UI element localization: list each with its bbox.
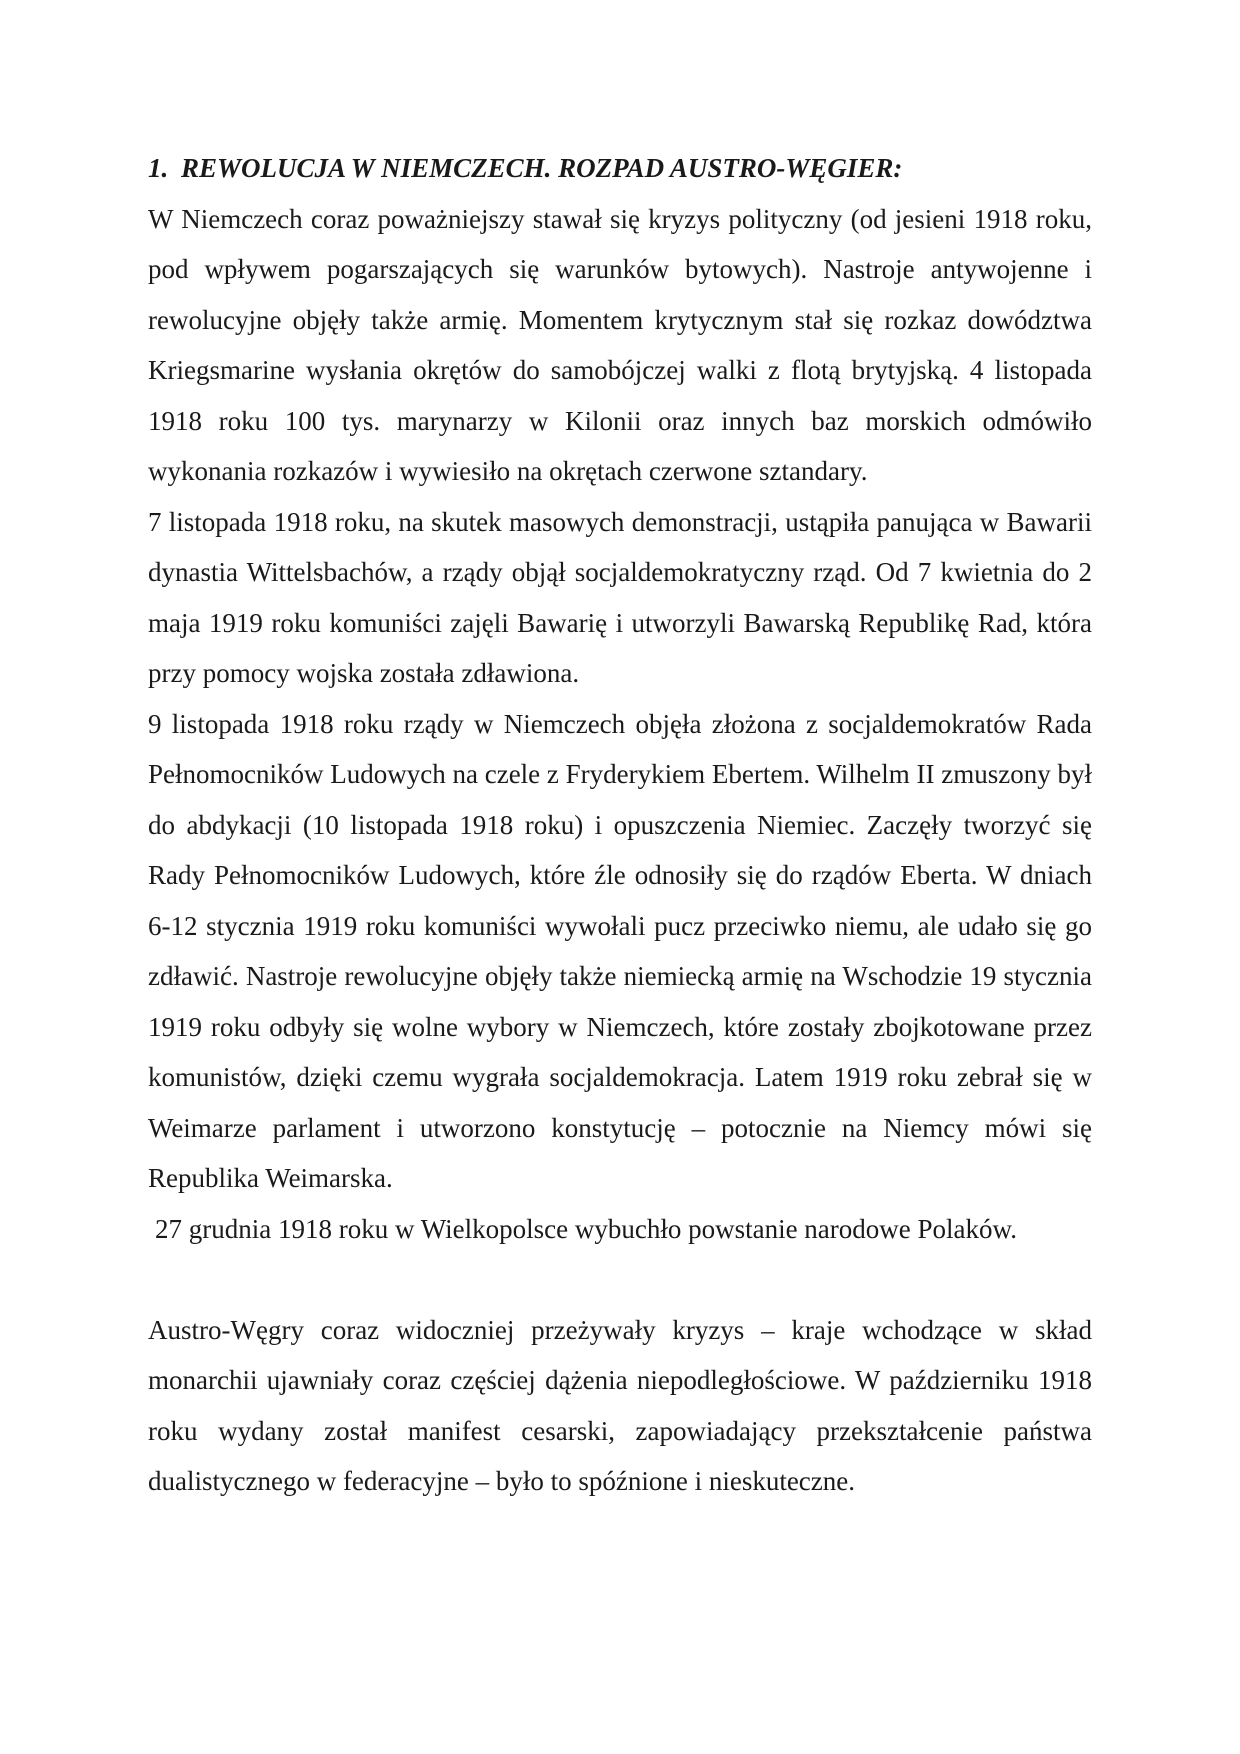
- paragraph-greater-poland-uprising: 27 grudnia 1918 roku w Wielkopolsce wybuchło powstanie narodowe Polaków.: [155, 1213, 1018, 1244]
- heading-number: 1.: [148, 153, 169, 183]
- paragraph-spacer: [148, 1254, 1092, 1305]
- paragraph-kiel-mutiny: W Niemczech coraz poważniejszy stawał się kryzys polityczny (od jesieni 1918 roku, pod wpływem pogarszających się warunków bytowych). Nastroje antywojenne i rewolucyjne objęły także armię. Momentem krytycznym stał się rozkaz dowództwa Kriegsmarine wysłania okrętów do samobójczej walki z flotą brytyjską. 4 listopada 1918 roku 100 tys. marynarzy w Kilonii oraz innych baz morskich odmówiło wykonania rozkazów i wywiesiło na okrętach czerwone sztandary.: [148, 203, 1092, 486]
- document-page: [148, 143, 1092, 1507]
- paragraph-bavaria: 7 listopada 1918 roku, na skutek masowych demonstracji, ustąpiła panująca w Bawarii dynastia Wittelsbachów, a rządy objął socjaldemokratyczny rząd. Od 7 kwietnia do 2 maja 1919 roku komuniści zajęli Bawarię i utworzyli Bawarską Republikę Rad, która przy pomocy wojska została zdławiona.: [148, 506, 1092, 688]
- section-heading: [148, 143, 1092, 194]
- paragraph-austria-hungary: Austro-Węgry coraz widoczniej przeżywały kryzys – kraje wchodzące w skład monarchii ujawniały coraz częściej dążenia niepodległościowe. W październiku 1918 roku wydany został manifest cesarski, zapowiadający przekształcenie państwa dualistycznego w federacyjne – było to spóźnione i nieskuteczne.: [148, 1314, 1092, 1496]
- paragraph-weimar: 9 listopada 1918 roku rządy w Niemczech objęła złożona z socjaldemokratów Rada Pełnomocników Ludowych na czele z Fryderykiem Ebertem. Wilhelm II zmuszony był do abdykacji (10 listopada 1918 roku) i opuszczenia Niemiec. Zaczęły tworzyć się Rady Pełnomocników Ludowych, które źle odnosiły się do rządów Eberta. W dniach 6-12 stycznia 1919 roku komuniści wywołali pucz przeciwko niemu, ale udało się go zdławić. Nastroje rewolucyjne objęły także niemiecką armię na Wschodzie 19 stycznia 1919 roku odbyły się wolne wybory w Niemczech, które zostały zbojkotowane przez komunistów, dzięki czemu wygrała socjaldemokracja. Latem 1919 roku zebrał się w Weimarze parlament i utworzono konstytucję – potocznie na Niemcy mówi się Republika Weimarska.: [148, 708, 1092, 1193]
- heading-title: REWOLUCJA W NIEMCZECH. ROZPAD AUSTRO-WĘGIER:: [181, 153, 903, 183]
